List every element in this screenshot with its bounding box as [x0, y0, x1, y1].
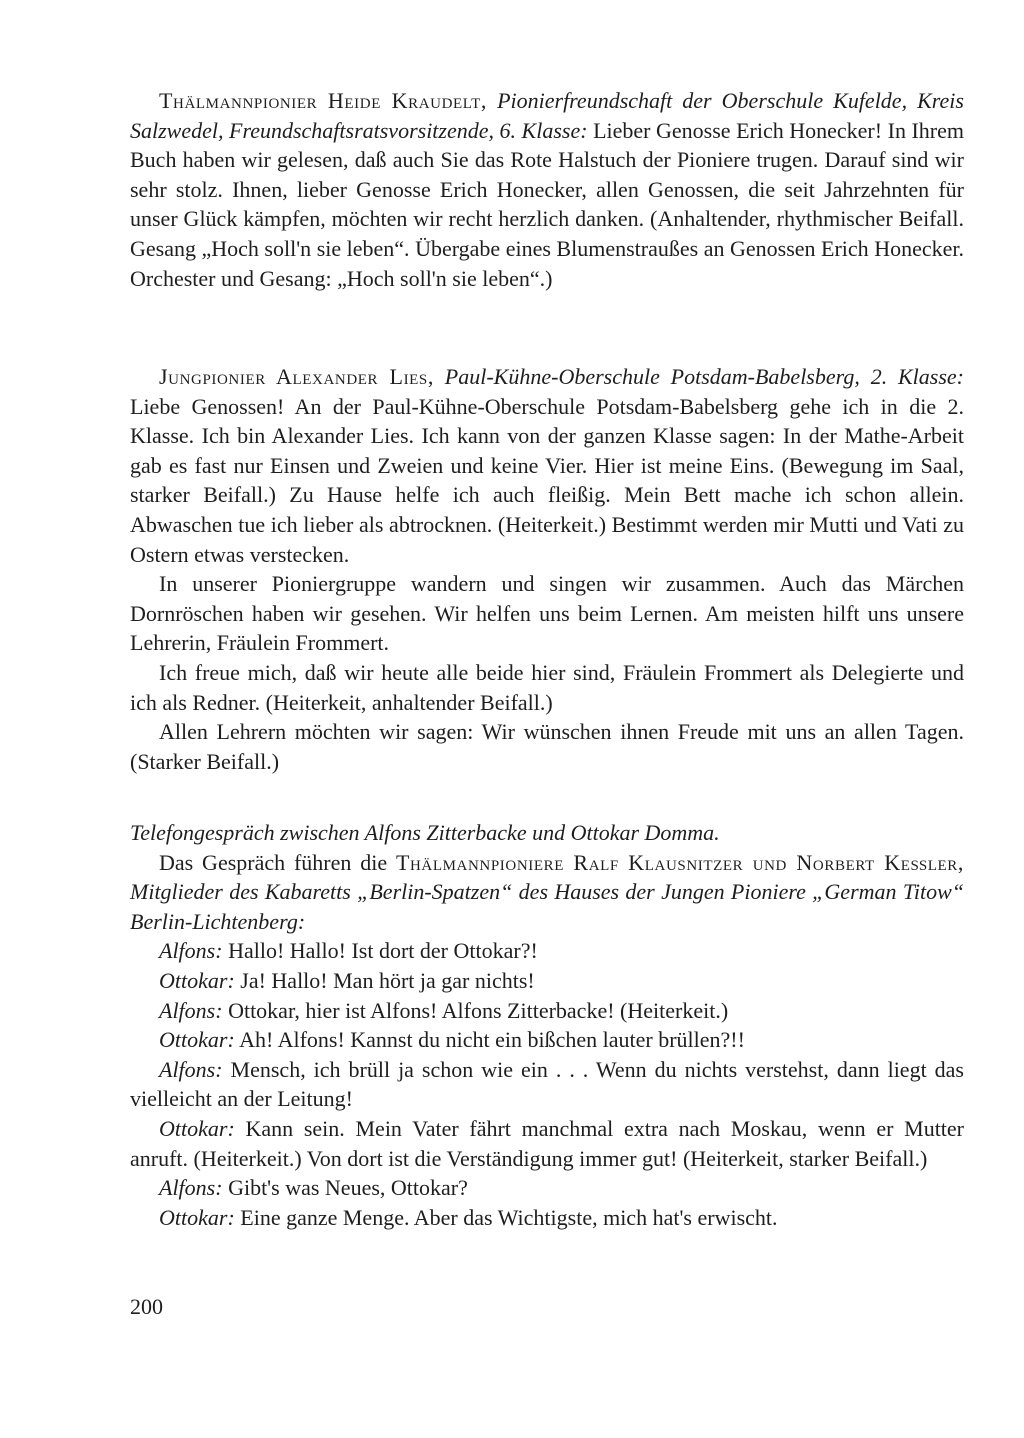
speech-paragraph: Allen Lehrern möchten wir sagen: Wir wünschen ihnen Freude mit uns an allen Tagen. (Starker Beifall.) — [130, 719, 964, 774]
speaker-name: Thälmannpionier Heide Kraudelt, — [159, 88, 488, 113]
intro-text: Das Gespräch führen die — [159, 849, 388, 875]
line-speaker: Ottokar: — [159, 1204, 235, 1230]
dialogue-intro — [130, 848, 964, 937]
line-text: Ah! Alfons! Kannst du nicht ein bißchen lauter brüllen?!! — [239, 1027, 745, 1053]
line-text: Ottokar, hier ist Alfons! Alfons Zitterbacke! (Heiterkeit.) — [228, 997, 729, 1023]
dialogue-line — [130, 1203, 964, 1233]
line-text: Mensch, ich brüll ja schon wie ein . . . Wenn du nichts verstehst, dann liegt das vielleicht an der Leitung! — [130, 1056, 964, 1112]
line-speaker: Alfons: — [159, 1056, 223, 1082]
line-text: Gibt's was Neues, Ottokar? — [228, 1175, 468, 1201]
dialogue-line — [130, 1025, 964, 1055]
intro-affiliation: Mitglieder des Kabaretts „Berlin-Spatzen“ des Hauses der Jungen Pioniere „German Titow“ Berlin-Lichtenberg: — [130, 879, 964, 934]
speech-paragraph: Ich freue mich, daß wir heute alle beide hier sind, Fräulein Frommert als Delegierte und ich als Redner. (Heiterkeit, anhaltender Beifall.) — [130, 659, 964, 715]
speech-paragraph: In unserer Pioniergruppe wandern und singen wir zusammen. Auch das Märchen Dornröschen haben wir gesehen. Wir helfen uns beim Lernen. Am meisten hilft uns unsere Lehrerin, Fräulein Frommert. — [130, 571, 964, 656]
line-text: Ja! Hallo! Man hört ja gar nichts! — [240, 967, 535, 993]
speaker-name: Jungpionier Alexander Lies, — [159, 364, 434, 389]
speech-alexander-lies — [130, 362, 964, 776]
speech-text: Lieber Genosse Erich Honecker! In Ihrem Buch haben wir gelesen, daß auch Sie das Rote Halstuch der Pioniere trugen. Darauf sind wir sehr stolz. Ihnen, lieber Genosse Erich Honecker, allen Genossen, die seit Jahrzehnten für unser Glück kämpfen, möchten wir recht herzlich danken. (Anhaltender, rhythmischer Beifall. Gesang „Hoch soll'n sie leben“. Übergabe eines Blumenstraußes an Genossen Erich Honecker. Orchester und Gesang: „Hoch soll'n sie leben“.) — [130, 117, 964, 291]
line-speaker: Alfons: — [159, 1175, 223, 1201]
dialogue-line — [130, 1173, 964, 1203]
speech-text: Liebe Genossen! An der Paul-Kühne-Oberschule Potsdam-Babelsberg gehe ich in die 2. Klasse. Ich bin Alexander Lies. Ich kann von der ganzen Klasse sagen: In der Mathe-Arbeit gab es fast nur Einsen und Zweien und keine Vier. Hier ist meine Eins. (Bewegung im Saal, starker Beifall.) Zu Hause helfe ich auch fleißig. Mein Bett mache ich schon allein. Abwaschen tue ich lieber als abtrocknen. (Heiterkeit.) Bestimmt werden mir Mutti und Vati zu Ostern etwas verstecken. — [130, 393, 964, 567]
dialogue-line — [130, 936, 964, 966]
line-speaker: Alfons: — [159, 997, 223, 1023]
line-text: Hallo! Hallo! Ist dort der Ottokar?! — [228, 938, 538, 964]
speaker-affiliation: Pionierfreundschaft der Oberschule Kufelde, Kreis Salzwedel, Freundschaftsratsvorsitzende, 6. Klasse: — [130, 88, 964, 143]
speech-heide-kraudelt — [130, 86, 964, 293]
line-speaker: Ottokar: — [159, 1115, 235, 1141]
speaker-affiliation: Paul-Kühne-Oberschule Potsdam-Babelsberg, 2. Klasse: — [444, 364, 964, 389]
line-speaker: Alfons: — [159, 938, 223, 964]
intro-speakers: Thälmannpioniere Ralf Klausnitzer und Norbert Keßler, — [395, 849, 965, 875]
dialogue-line — [130, 996, 964, 1026]
line-text: Eine ganze Menge. Aber das Wichtigste, mich hat's erwischt. — [240, 1204, 778, 1230]
line-text: Kann sein. Mein Vater fährt manchmal extra nach Moskau, wenn er Mutter anruft. (Heiterkeit.) Von dort ist die Verständigung immer gut! (Heiterkeit, starker Beifall.) — [130, 1115, 965, 1171]
dialogue-line — [130, 1114, 964, 1173]
speech-paragraph — [130, 86, 964, 293]
line-speaker: Ottokar: — [159, 1027, 235, 1053]
speech-paragraph — [130, 362, 964, 569]
dialogue-line — [130, 966, 964, 996]
line-speaker: Ottokar: — [159, 967, 235, 993]
dialogue-title: Telefongespräch zwischen Alfons Zitterbacke und Ottokar Domma. — [130, 820, 720, 845]
telephone-dialogue — [130, 818, 964, 1232]
dialogue-line — [130, 1055, 964, 1114]
page-number: 200 — [130, 1294, 163, 1319]
